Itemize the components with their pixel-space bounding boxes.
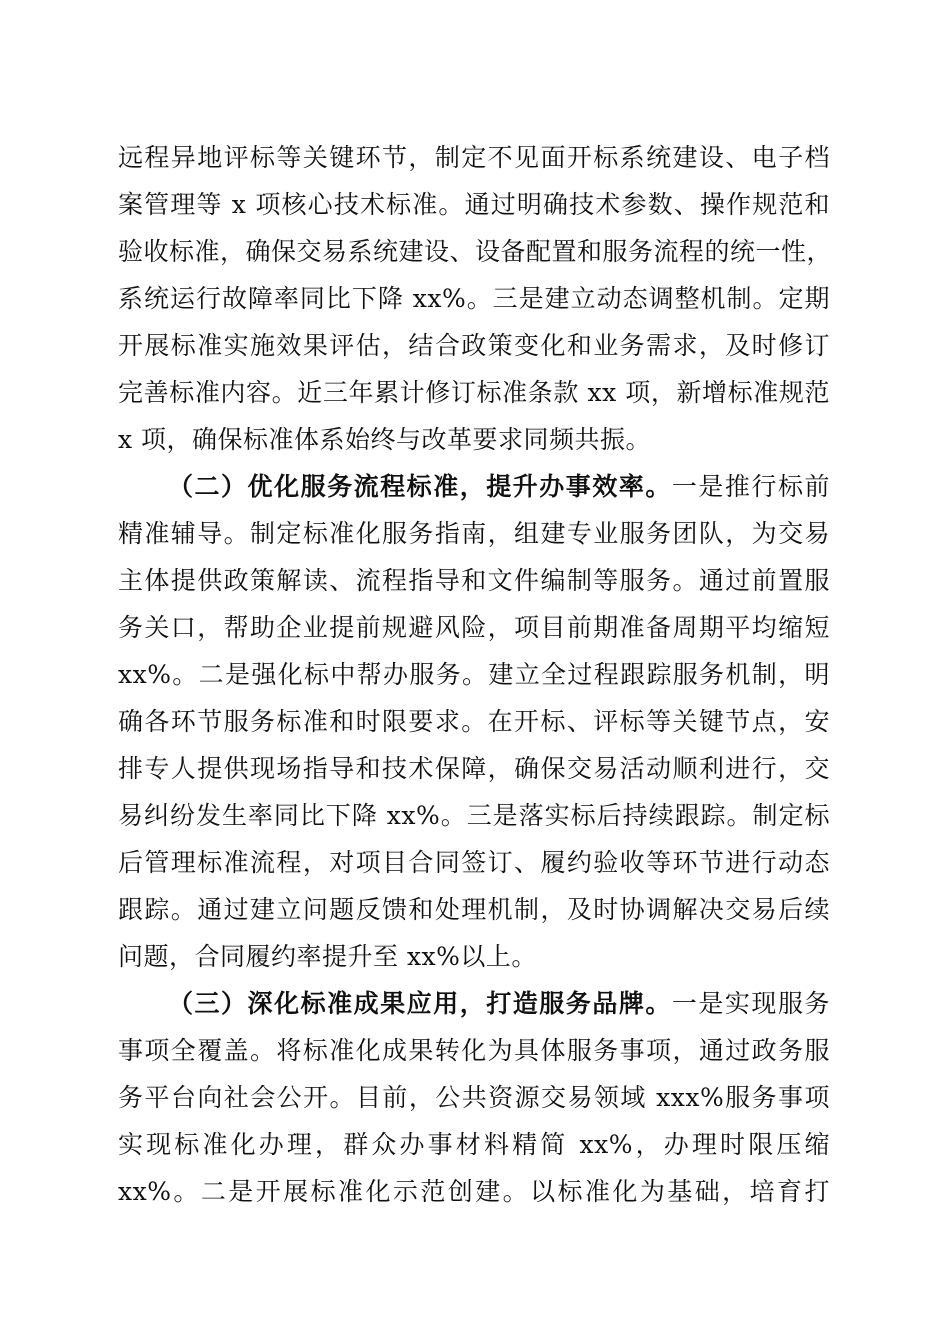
section-2-first-line — [168, 469, 830, 505]
section-3-heading: （三）深化标准成果应用，打造服务品牌。 — [168, 989, 672, 1018]
paragraph-line: 务关口，帮助企业提前规避风险，项目前期准备周期平均缩短 — [118, 613, 830, 642]
paragraph-line: 验收标准，确保交易系统建设、设备配置和服务流程的统一性， — [118, 237, 833, 266]
paragraph-line: xx%。二是强化标中帮办服务。建立全过程跟踪服务机制，明 — [118, 660, 830, 689]
paragraph-line: 事项全覆盖。将标准化成果转化为具体服务事项，通过政务服 — [118, 1036, 830, 1065]
paragraph-line: 远程异地评标等关键环节，制定不见面开标系统建设、电子档 — [118, 143, 830, 172]
section-2-heading: （二）优化服务流程标准，提升办事效率。 — [168, 472, 672, 501]
paragraph-line: 确各环节服务标准和时限要求。在开标、评标等关键节点，安 — [118, 707, 830, 736]
paragraph-line: 系统运行故障率同比下降 xx%。三是建立动态调整机制。定期 — [118, 284, 830, 313]
paragraph-line: 易纠纷发生率同比下降 xx%。三是落实标后持续跟踪。制定标 — [118, 801, 830, 830]
paragraph-line: 排专人提供现场指导和技术保障，确保交易活动顺利进行，交 — [118, 754, 830, 783]
paragraph-line: 精准辅导。制定标准化服务指南，组建专业服务团队，为交易 — [118, 519, 830, 548]
paragraph-line: 务平台向社会公开。目前，公共资源交易领域 xxx%服务事项 — [118, 1083, 830, 1112]
paragraph-line: xx%。二是开展标准化示范创建。以标准化为基础，培育打 — [118, 1177, 830, 1206]
paragraph-line: 后管理标准流程，对项目合同签订、履约验收等环节进行动态 — [118, 848, 830, 877]
paragraph-line: 完善标准内容。近三年累计修订标准条款 xx 项，新增标准规范 — [118, 378, 830, 407]
section-3-first-line-rest: 一是实现服务 — [671, 989, 830, 1018]
paragraph-line: 问题，合同履约率提升至 xx%以上。 — [118, 942, 537, 971]
section-3-first-line — [168, 986, 830, 1022]
paragraph-line: x 项，确保标准体系始终与改革要求同频共振。 — [118, 425, 652, 454]
paragraph-line: 跟踪。通过建立问题反馈和处理机制，及时协调解决交易后续 — [118, 895, 830, 924]
paragraph-line: 实现标准化办理，群众办事材料精简 xx%，办理时限压缩 — [118, 1130, 830, 1159]
paragraph-line: 主体提供政策解读、流程指导和文件编制等服务。通过前置服 — [118, 566, 830, 595]
paragraph-line: 开展标准实施效果评估，结合政策变化和业务需求，及时修订 — [118, 331, 830, 360]
section-2-first-line-rest: 一是推行标前 — [671, 472, 830, 501]
paragraph-line: 案管理等 x 项核心技术标准。通过明确技术参数、操作规范和 — [118, 190, 830, 219]
